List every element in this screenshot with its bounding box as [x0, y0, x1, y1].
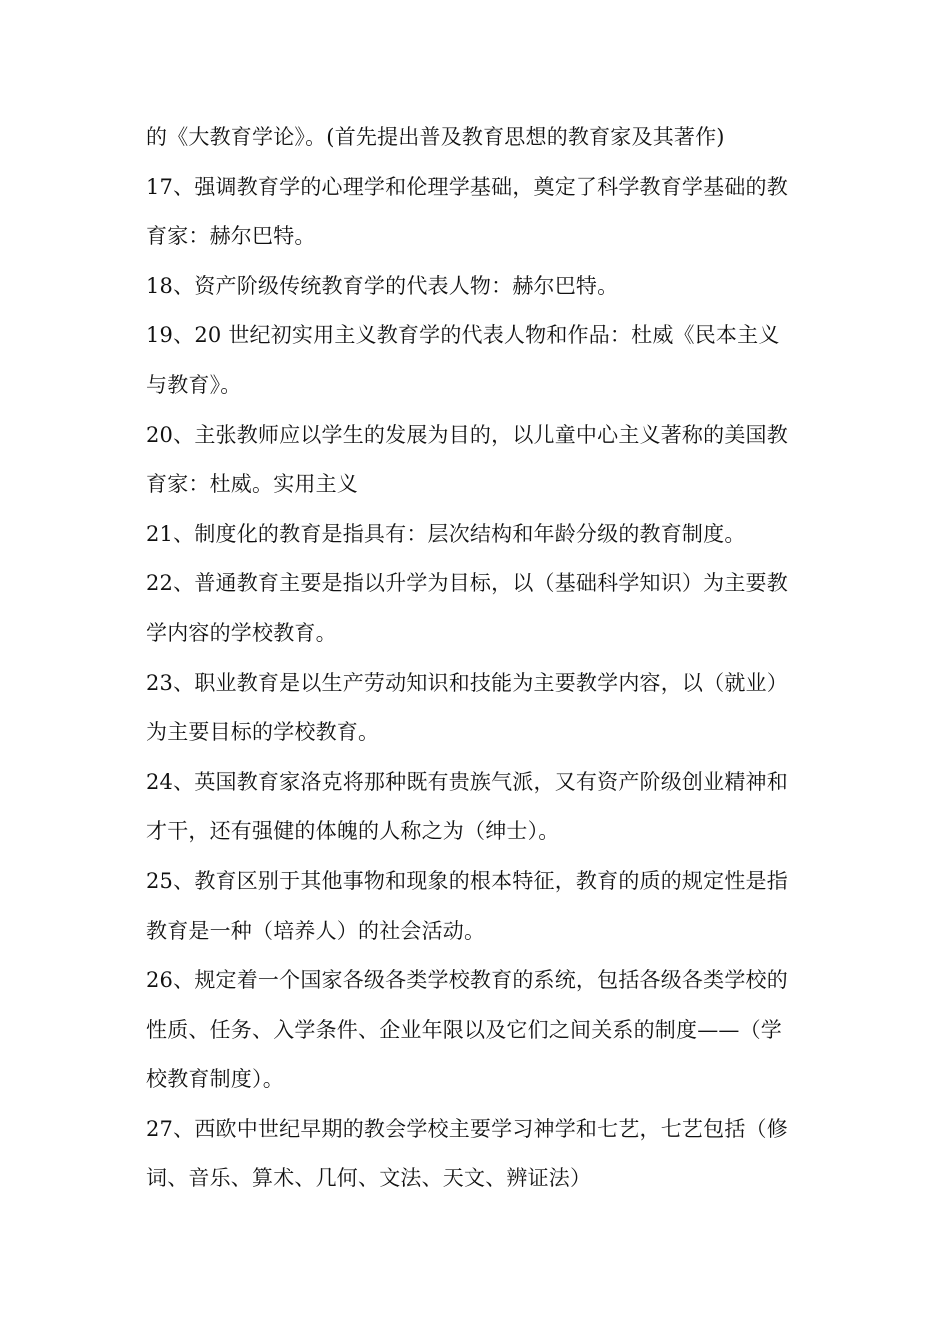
text-line: 为主要目标的学校教育。	[146, 720, 380, 745]
text-line: 校教育制度）。	[146, 1067, 284, 1092]
text-line: 21、制度化的教育是指具有：层次结构和年龄分级的教育制度。	[146, 521, 746, 546]
text-line: 27、西欧中世纪早期的教会学校主要学习神学和七艺，七艺包括（修	[146, 1116, 788, 1141]
document-body	[146, 113, 810, 1204]
text-line: 26、规定着一个国家各级各类学校教育的系统，包括各级各类学校的	[146, 968, 788, 993]
text-line: 教育是一种（培养人）的社会活动。	[146, 918, 486, 943]
text-line: 19、20 世纪初实用主义教育学的代表人物和作品：杜威《民本主义	[146, 323, 780, 348]
text-line: 育家：赫尔巴特。	[146, 224, 316, 249]
text-line: 22、普通教育主要是指以升学为目标，以（基础科学知识）为主要教	[146, 571, 788, 596]
text-line: 24、英国教育家洛克将那种既有贵族气派，又有资产阶级创业精神和	[146, 769, 788, 794]
text-line: 18、资产阶级传统教育学的代表人物：赫尔巴特。	[146, 273, 619, 298]
text-line: 23、职业教育是以生产劳动知识和技能为主要教学内容，以（就业）	[146, 670, 788, 695]
text-line: 与教育》。	[146, 372, 242, 397]
text-line: 17、强调教育学的心理学和伦理学基础，奠定了科学教育学基础的教	[146, 174, 788, 199]
text-line: 性质、任务、入学条件、企业年限以及它们之间关系的制度——（学	[146, 1017, 782, 1042]
text-line: 学内容的学校教育。	[146, 620, 337, 645]
text-line: 育家：杜威。实用主义	[146, 472, 358, 497]
text-line: 20、主张教师应以学生的发展为目的，以儿童中心主义著称的美国教	[146, 422, 788, 447]
text-line: 的《大教育学论》。(首先提出普及教育思想的教育家及其著作)	[146, 125, 725, 149]
text-line: 词、音乐、算术、几何、文法、天文、辨证法）	[146, 1166, 592, 1191]
text-line: 25、教育区别于其他事物和现象的根本特征，教育的质的规定性是指	[146, 868, 788, 893]
text-line: 才干，还有强健的体魄的人称之为（绅士）。	[146, 819, 560, 844]
